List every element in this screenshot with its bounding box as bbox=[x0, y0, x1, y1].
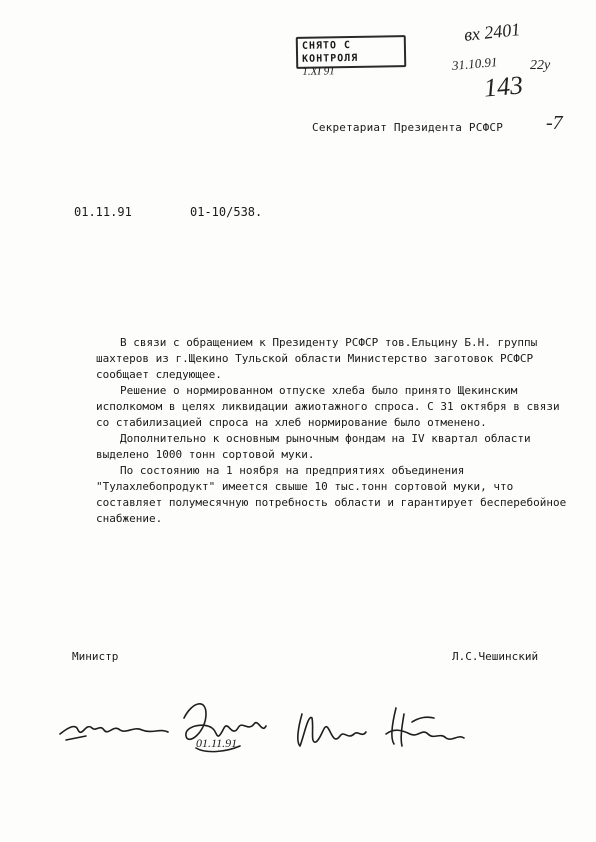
paragraph-3: Дополнительно к основным рыночным фондам на IV квартал области выделено 1000 тонн сортовой муки. bbox=[96, 432, 531, 461]
paragraph-1: В связи с обращением к Президенту РСФСР тов.Ельцину Б.Н. группы шахтеров из г.Щекино Тульской области Министерство заготовок РСФСР сообщает следующее. bbox=[96, 336, 538, 381]
signature-mark-3 bbox=[298, 714, 366, 746]
signature-date: 01.11.91 bbox=[196, 736, 238, 750]
paragraph-2: Решение о нормированном отпуске хлеба было принято Щекинским исполкомом в целях ликвидации ажиотажного спроса. С 31 октября в связи со стабилизацией спроса на хлеб нормирование было отменено. bbox=[96, 384, 560, 429]
incoming-number-note: вх 2401 bbox=[463, 19, 522, 45]
signature-mark-4 bbox=[386, 708, 464, 746]
register-suffix-note: 22у bbox=[530, 58, 551, 73]
reference-number: 01-10/538. bbox=[190, 205, 263, 219]
letter-body bbox=[96, 335, 572, 527]
recipient-line: Секретариат Президента РСФСР bbox=[312, 121, 504, 134]
signature-mark-2 bbox=[184, 704, 266, 740]
signatory-title: Министр bbox=[72, 650, 119, 663]
handwritten-signatures bbox=[56, 688, 596, 778]
margin-mark-note: -7 bbox=[546, 112, 563, 134]
reference-date: 01.11.91 bbox=[74, 205, 132, 219]
signatory-name: Л.С.Чешинский bbox=[452, 650, 539, 663]
stamp-line-1: СНЯТО С КОНТРОЛЯ bbox=[301, 39, 359, 65]
control-stamp bbox=[296, 35, 407, 78]
register-number-note: 143 bbox=[482, 70, 525, 103]
paragraph-4: По состоянию на 1 ноября на предприятиях объединения "Тулахлебопродукт" имеется свыше 10 тыс.тонн сортовой муки, что составляет полумесячную потребность области и гарантирует бесперебойное снабжение. bbox=[96, 464, 567, 525]
incoming-date-note: 31.10.91 bbox=[451, 54, 499, 73]
signature-mark-1 bbox=[60, 727, 168, 734]
stamp-line-2: 1.XI 91 bbox=[302, 65, 335, 78]
